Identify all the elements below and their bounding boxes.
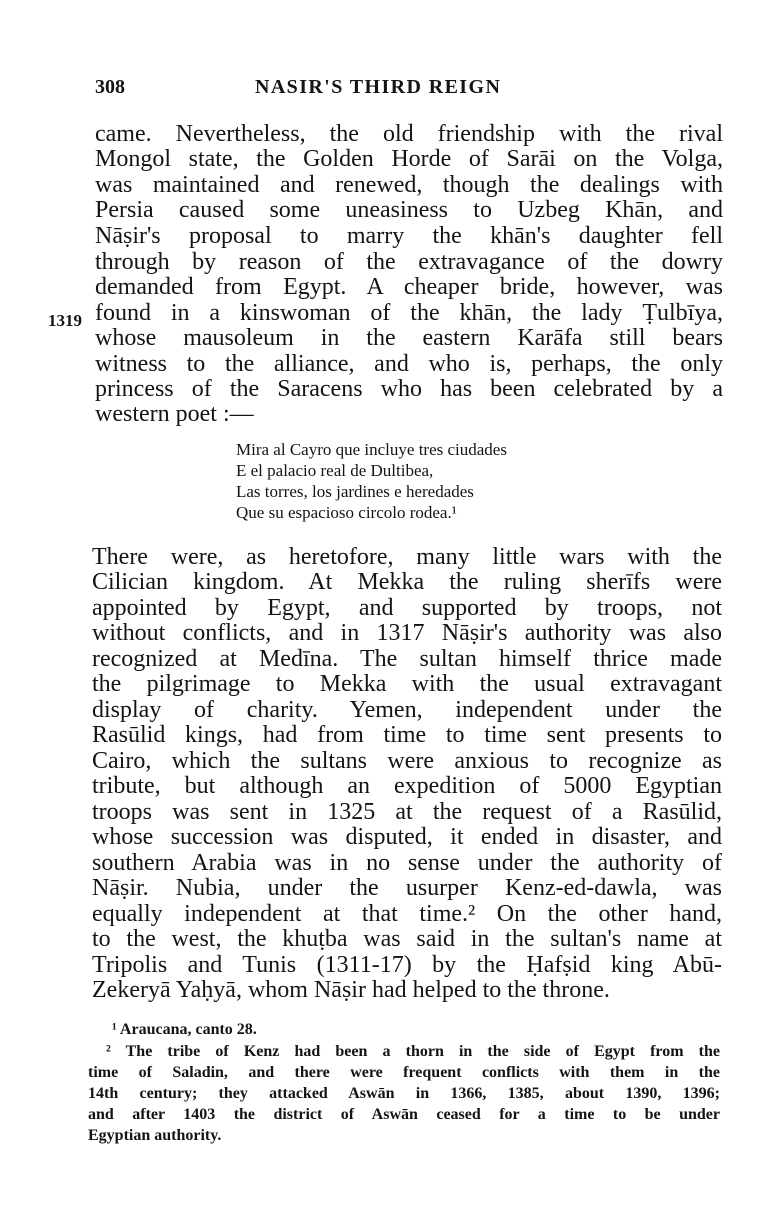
text-line: appointed by Egypt, and supported by troops, not xyxy=(92,595,722,621)
verse-line: Que su espacioso circolo rodea.¹ xyxy=(236,503,457,522)
footnote-1: ¹ Araucana, canto 28. xyxy=(112,1021,257,1038)
text-line: Mongol state, the Golden Horde of Sarāi on the Volga, xyxy=(95,146,723,172)
footnote-2-line: time of Saladin, and there were frequent conflicts with them in the xyxy=(88,1064,720,1081)
text-line: Zekeryā Yaḥyā, whom Nāṣir had helped to the throne. xyxy=(92,977,610,1003)
text-line: the pilgrimage to Mekka with the usual extravagant xyxy=(92,671,722,697)
footnote-2-line: and after 1403 the district of Aswān ceased for a time to be under xyxy=(88,1106,720,1123)
footnote-2-line: 14th century; they attacked Aswān in 1366, 1385, about 1390, 1396; xyxy=(88,1085,720,1102)
text-line: There were, as heretofore, many little wars with the xyxy=(92,544,722,570)
text-line: was maintained and renewed, though the dealings with xyxy=(95,172,723,198)
text-line: whose mausoleum in the eastern Karāfa still bears xyxy=(95,325,723,351)
footnote-2-line: Egyptian authority. xyxy=(88,1127,222,1144)
text-line: demanded from Egypt. A cheaper bride, however, was xyxy=(95,274,723,300)
text-line: Persia caused some uneasiness to Uzbeg Khān, and xyxy=(95,197,723,223)
text-line: without conflicts, and in 1317 Nāṣir's authority was also xyxy=(92,620,722,646)
text-line: Cairo, which the sultans were anxious to recognize as xyxy=(92,748,722,774)
text-line: whose succession was disputed, it ended in disaster, and xyxy=(92,824,722,850)
text-line: recognized at Medīna. The sultan himself thrice made xyxy=(92,646,722,672)
text-line: through by reason of the extravagance of the dowry xyxy=(95,249,723,275)
text-line: troops was sent in 1325 at the request of a Rasūlid, xyxy=(92,799,722,825)
text-line: Nāṣir. Nubia, under the usurper Kenz-ed-dawla, was xyxy=(92,875,722,901)
text-line: came. Nevertheless, the old friendship with the rival xyxy=(95,121,723,147)
text-line: tribute, but although an expedition of 5000 Egyptian xyxy=(92,773,722,799)
text-line: to the west, the khuṭba was said in the sultan's name at xyxy=(92,926,722,952)
text-line: equally independent at that time.² On the other hand, xyxy=(92,901,722,927)
text-line: witness to the alliance, and who is, perhaps, the only xyxy=(95,351,723,377)
running-head: NASIR'S THIRD REIGN xyxy=(255,76,502,98)
text-line: Nāṣir's proposal to marry the khān's daughter fell xyxy=(95,223,723,249)
verse-line: Las torres, los jardines e heredades xyxy=(236,482,474,501)
margin-year-note: 1319 xyxy=(48,311,82,330)
footnote-2-line: ² The tribe of Kenz had been a thorn in the side of Egypt from the xyxy=(106,1043,720,1060)
text-line: southern Arabia was in no sense under the authority of xyxy=(92,850,722,876)
verse-line: Mira al Cayro que incluye tres ciudades xyxy=(236,440,507,459)
text-line: Rasūlid kings, had from time to time sent presents to xyxy=(92,722,722,748)
text-line: Tripolis and Tunis (1311-17) by the Ḥafṣid king Abū- xyxy=(92,952,722,978)
text-line: found in a kinswoman of the khān, the lady Ṭulbīya, xyxy=(95,300,723,326)
text-line: display of charity. Yemen, independent under the xyxy=(92,697,722,723)
text-line: princess of the Saracens who has been celebrated by a xyxy=(95,376,723,402)
page-number: 308 xyxy=(95,76,125,98)
verse-line: E el palacio real de Dultibea, xyxy=(236,461,434,480)
text-line: Cilician kingdom. At Mekka the ruling sherīfs were xyxy=(92,569,722,595)
text-line: western poet :— xyxy=(95,401,254,427)
